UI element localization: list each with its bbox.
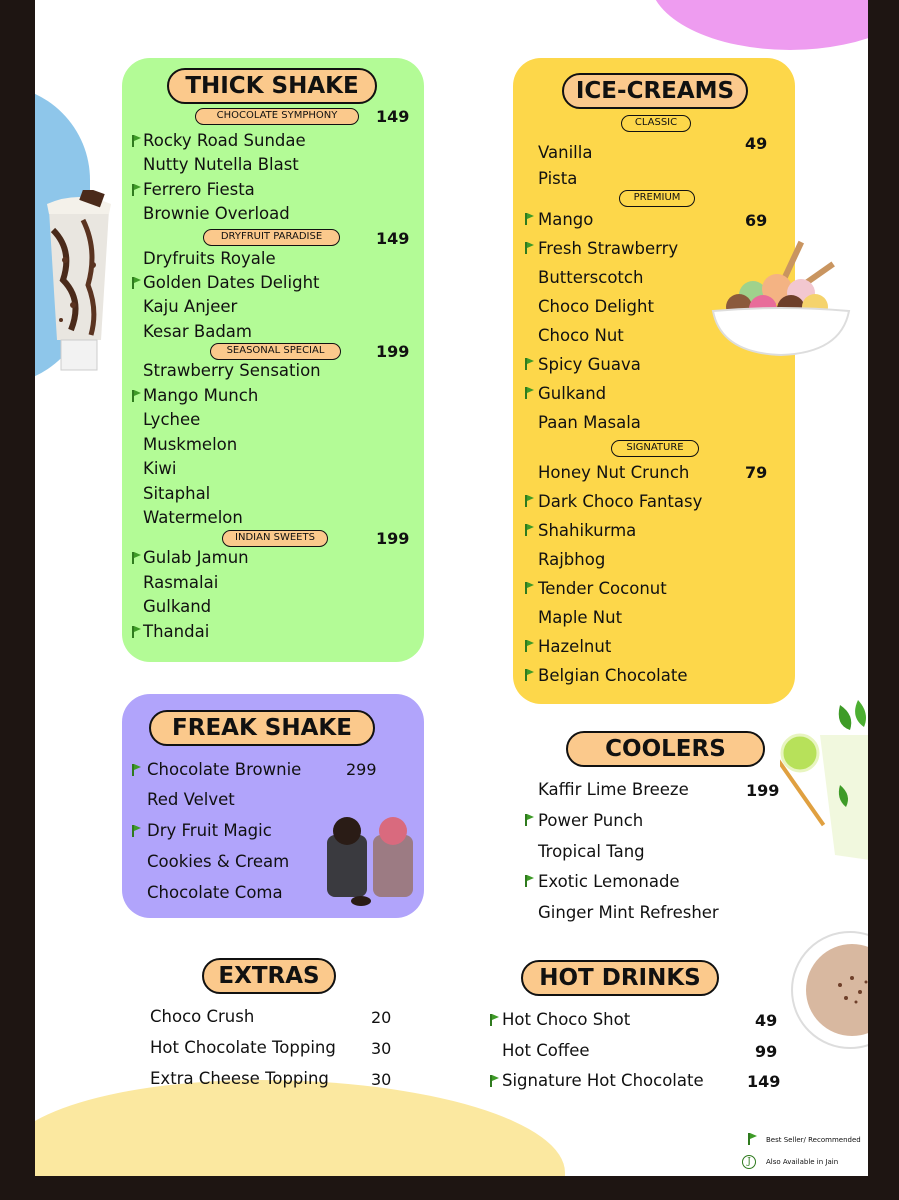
hot-drinks-title: HOT DRINKS [521,960,719,996]
menu-item: Butterscotch [538,268,644,287]
menu-item: Kaju Anjeer [143,297,238,316]
menu-item: Kesar Badam [143,322,252,341]
menu-item: Extra Cheese Topping [150,1069,329,1088]
jain-icon: J [742,1155,756,1169]
bestseller-flag-icon [132,825,141,837]
menu-item: Belgian Chocolate [538,666,688,685]
menu-item: Sitaphal [143,484,211,503]
menu-item: Hot Coffee [502,1041,590,1060]
classic-price: 49 [745,134,768,153]
bestseller-flag-icon [132,135,141,147]
menu-item: Honey Nut Crunch [538,463,690,482]
signature-label: SIGNATURE [611,440,699,457]
bestseller-flag-icon [525,814,534,826]
bestseller-flag-icon [132,277,141,289]
menu-item: Shahikurma [538,521,637,540]
bestseller-flag-icon [525,495,534,507]
menu-page [35,0,868,1176]
thick-shake-title: THICK SHAKE [167,68,377,104]
menu-item: Spicy Guava [538,355,641,374]
bestseller-flag-icon [132,184,141,196]
menu-item: Mango [538,210,594,229]
menu-item: Lychee [143,410,201,429]
bestseller-flag-icon [525,875,534,887]
decor-blob-pink [650,0,868,50]
extras-price: 30 [371,1039,392,1058]
bestseller-flag-icon [525,640,534,652]
menu-item: Cookies & Cream [147,852,290,871]
dryfruit-paradise-label: DRYFRUIT PARADISE [203,229,340,246]
menu-item: Tender Coconut [538,579,667,598]
menu-item: Dark Choco Fantasy [538,492,703,511]
menu-item: Mango Munch [143,386,259,405]
ice-cream-bowl-image [711,235,851,360]
menu-item: Brownie Overload [143,204,290,223]
menu-item: Pista [538,169,578,188]
menu-item: Watermelon [143,508,243,527]
coolers-price: 199 [746,781,780,800]
seasonal-special-price: 199 [376,342,410,361]
legend-jain: Also Available in Jain [766,1158,839,1166]
seasonal-special-label: SEASONAL SPECIAL [210,343,341,360]
menu-item: Rajbhog [538,550,606,569]
menu-item: Choco Nut [538,326,624,345]
legend-flag-icon [748,1133,757,1145]
milkshake-glass-image [43,190,115,375]
menu-item: Kaffir Lime Breeze [538,780,689,799]
hot-cocoa-cup-image [780,930,868,1055]
menu-item: Thandai [143,622,210,641]
menu-item: Choco Crush [150,1007,255,1026]
menu-item: Dry Fruit Magic [147,821,272,840]
menu-item: Muskmelon [143,435,238,454]
chocolate-symphony-price: 149 [376,107,410,126]
menu-item: Power Punch [538,811,644,830]
bestseller-flag-icon [132,552,141,564]
menu-item: Chocolate Coma [147,883,283,902]
menu-item: Tropical Tang [538,842,645,861]
coolers-title: COOLERS [566,731,765,767]
menu-item: Hot Chocolate Topping [150,1038,336,1057]
menu-item: Dryfruits Royale [143,249,276,268]
menu-item: Kiwi [143,459,177,478]
premium-label: PREMIUM [619,190,695,207]
menu-item: Gulkand [143,597,212,616]
bestseller-flag-icon [132,390,141,402]
legend-bestseller: Best Seller/ Recommended [766,1136,861,1144]
mojito-glass-image [780,695,868,865]
hot-drinks-price: 49 [755,1011,778,1030]
bestseller-flag-icon [490,1075,499,1087]
dryfruit-paradise-price: 149 [376,229,410,248]
menu-item: Chocolate Brownie [147,760,302,779]
menu-item: Strawberry Sensation [143,361,321,380]
menu-item: Gulab Jamun [143,548,249,567]
menu-item: Ferrero Fiesta [143,180,255,199]
extras-price: 20 [371,1008,392,1027]
decor-blob-yellow [35,1080,565,1176]
menu-item: Golden Dates Delight [143,273,320,292]
freak-shake-price: 299 [346,760,377,779]
menu-item: Signature Hot Chocolate [502,1071,704,1090]
hot-drinks-price: 149 [747,1072,781,1091]
menu-item: Rocky Road Sundae [143,131,306,150]
menu-item: Nutty Nutella Blast [143,155,299,174]
chocolate-symphony-label: CHOCOLATE SYMPHONY [195,108,359,125]
bestseller-flag-icon [132,764,141,776]
extras-price: 30 [371,1070,392,1089]
bestseller-flag-icon [490,1014,499,1026]
extras-title: EXTRAS [202,958,336,994]
indian-sweets-label: INDIAN SWEETS [222,530,328,547]
menu-item: Ginger Mint Refresher [538,903,719,922]
freak-shake-jars-image [321,815,421,910]
menu-item: Hot Choco Shot [502,1010,631,1029]
menu-item: Red Velvet [147,790,235,809]
menu-item: Choco Delight [538,297,654,316]
menu-item: Vanilla [538,143,593,162]
premium-price: 69 [745,211,768,230]
freak-shake-title: FREAK SHAKE [149,710,375,746]
signature-price: 79 [745,463,768,482]
menu-item: Paan Masala [538,413,641,432]
bestseller-flag-icon [525,242,534,254]
bestseller-flag-icon [132,626,141,638]
menu-item: Exotic Lemonade [538,872,680,891]
classic-label: CLASSIC [621,115,691,132]
menu-item: Fresh Strawberry [538,239,679,258]
bestseller-flag-icon [525,524,534,536]
bestseller-flag-icon [525,387,534,399]
bestseller-flag-icon [525,582,534,594]
hot-drinks-price: 99 [755,1042,778,1061]
bestseller-flag-icon [525,669,534,681]
indian-sweets-price: 199 [376,529,410,548]
menu-item: Rasmalai [143,573,219,592]
bestseller-flag-icon [525,213,534,225]
ice-creams-title: ICE-CREAMS [562,73,748,109]
menu-item: Maple Nut [538,608,623,627]
bestseller-flag-icon [525,358,534,370]
menu-item: Gulkand [538,384,607,403]
menu-item: Hazelnut [538,637,612,656]
